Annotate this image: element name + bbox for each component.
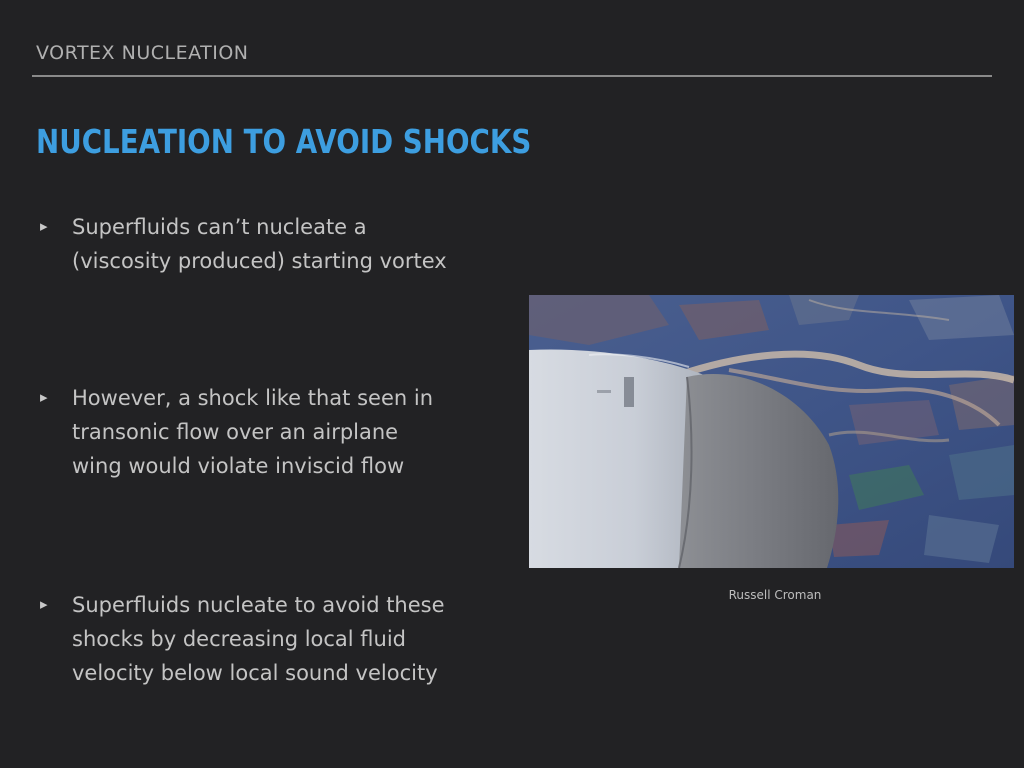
photo-credit: Russell Croman [728, 588, 822, 602]
section-header: VORTEX NUCLEATION [36, 42, 249, 64]
bullet-item [40, 210, 530, 278]
bullet-text: Superfluids can’t nucleate a (viscosity produced) starting vortex [72, 215, 447, 273]
bullet-item [40, 381, 530, 483]
bullet-text: Superfluids nucleate to avoid these shocks by decreasing local fluid velocity below local sound velocity [72, 593, 445, 685]
bullet-arrow-icon: ▸ [40, 217, 48, 235]
bullet-arrow-icon: ▸ [40, 388, 48, 406]
bullet-item [40, 588, 530, 690]
bullet-arrow-icon: ▸ [40, 595, 48, 613]
slide-title: NUCLEATION TO AVOID SHOCKS [36, 122, 532, 161]
bullet-text: However, a shock like that seen in transonic flow over an airplane wing would violate inviscid flow [72, 386, 433, 478]
airplane-engine-photo [529, 295, 1014, 568]
header-divider [32, 75, 992, 77]
